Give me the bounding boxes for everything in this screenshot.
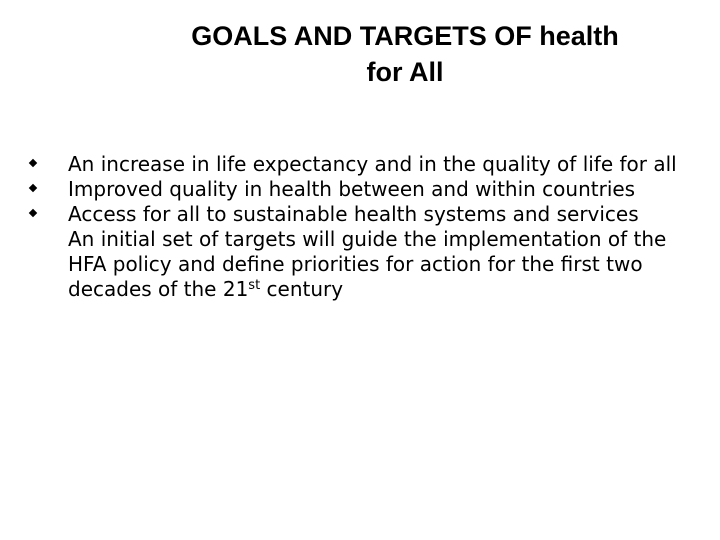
- bullet-list: [28, 152, 698, 302]
- title-line-2: for All: [366, 57, 444, 87]
- list-item: [28, 177, 698, 202]
- diamond-bullet-icon: [29, 209, 37, 217]
- ordinal-suffix: st: [248, 278, 261, 293]
- diamond-bullet-icon: [29, 184, 37, 192]
- diamond-bullet-icon: [29, 159, 37, 167]
- list-item-text: An initial set of targets will guide the implementation of the HFA policy and define priorities for action for the first two decades of the 21: [68, 227, 667, 301]
- list-item: [28, 152, 698, 177]
- title-line-1: GOALS AND TARGETS OF health: [191, 21, 619, 51]
- list-item: [28, 202, 698, 227]
- list-item-text: An increase in life expectancy and in the quality of life for all: [68, 152, 677, 176]
- list-item-text-end: century: [260, 277, 344, 301]
- list-item: [28, 227, 698, 302]
- list-item-text: Improved quality in health between and within countries: [68, 177, 636, 201]
- slide-title: [150, 18, 660, 90]
- list-item-text: Access for all to sustainable health systems and services: [68, 202, 639, 226]
